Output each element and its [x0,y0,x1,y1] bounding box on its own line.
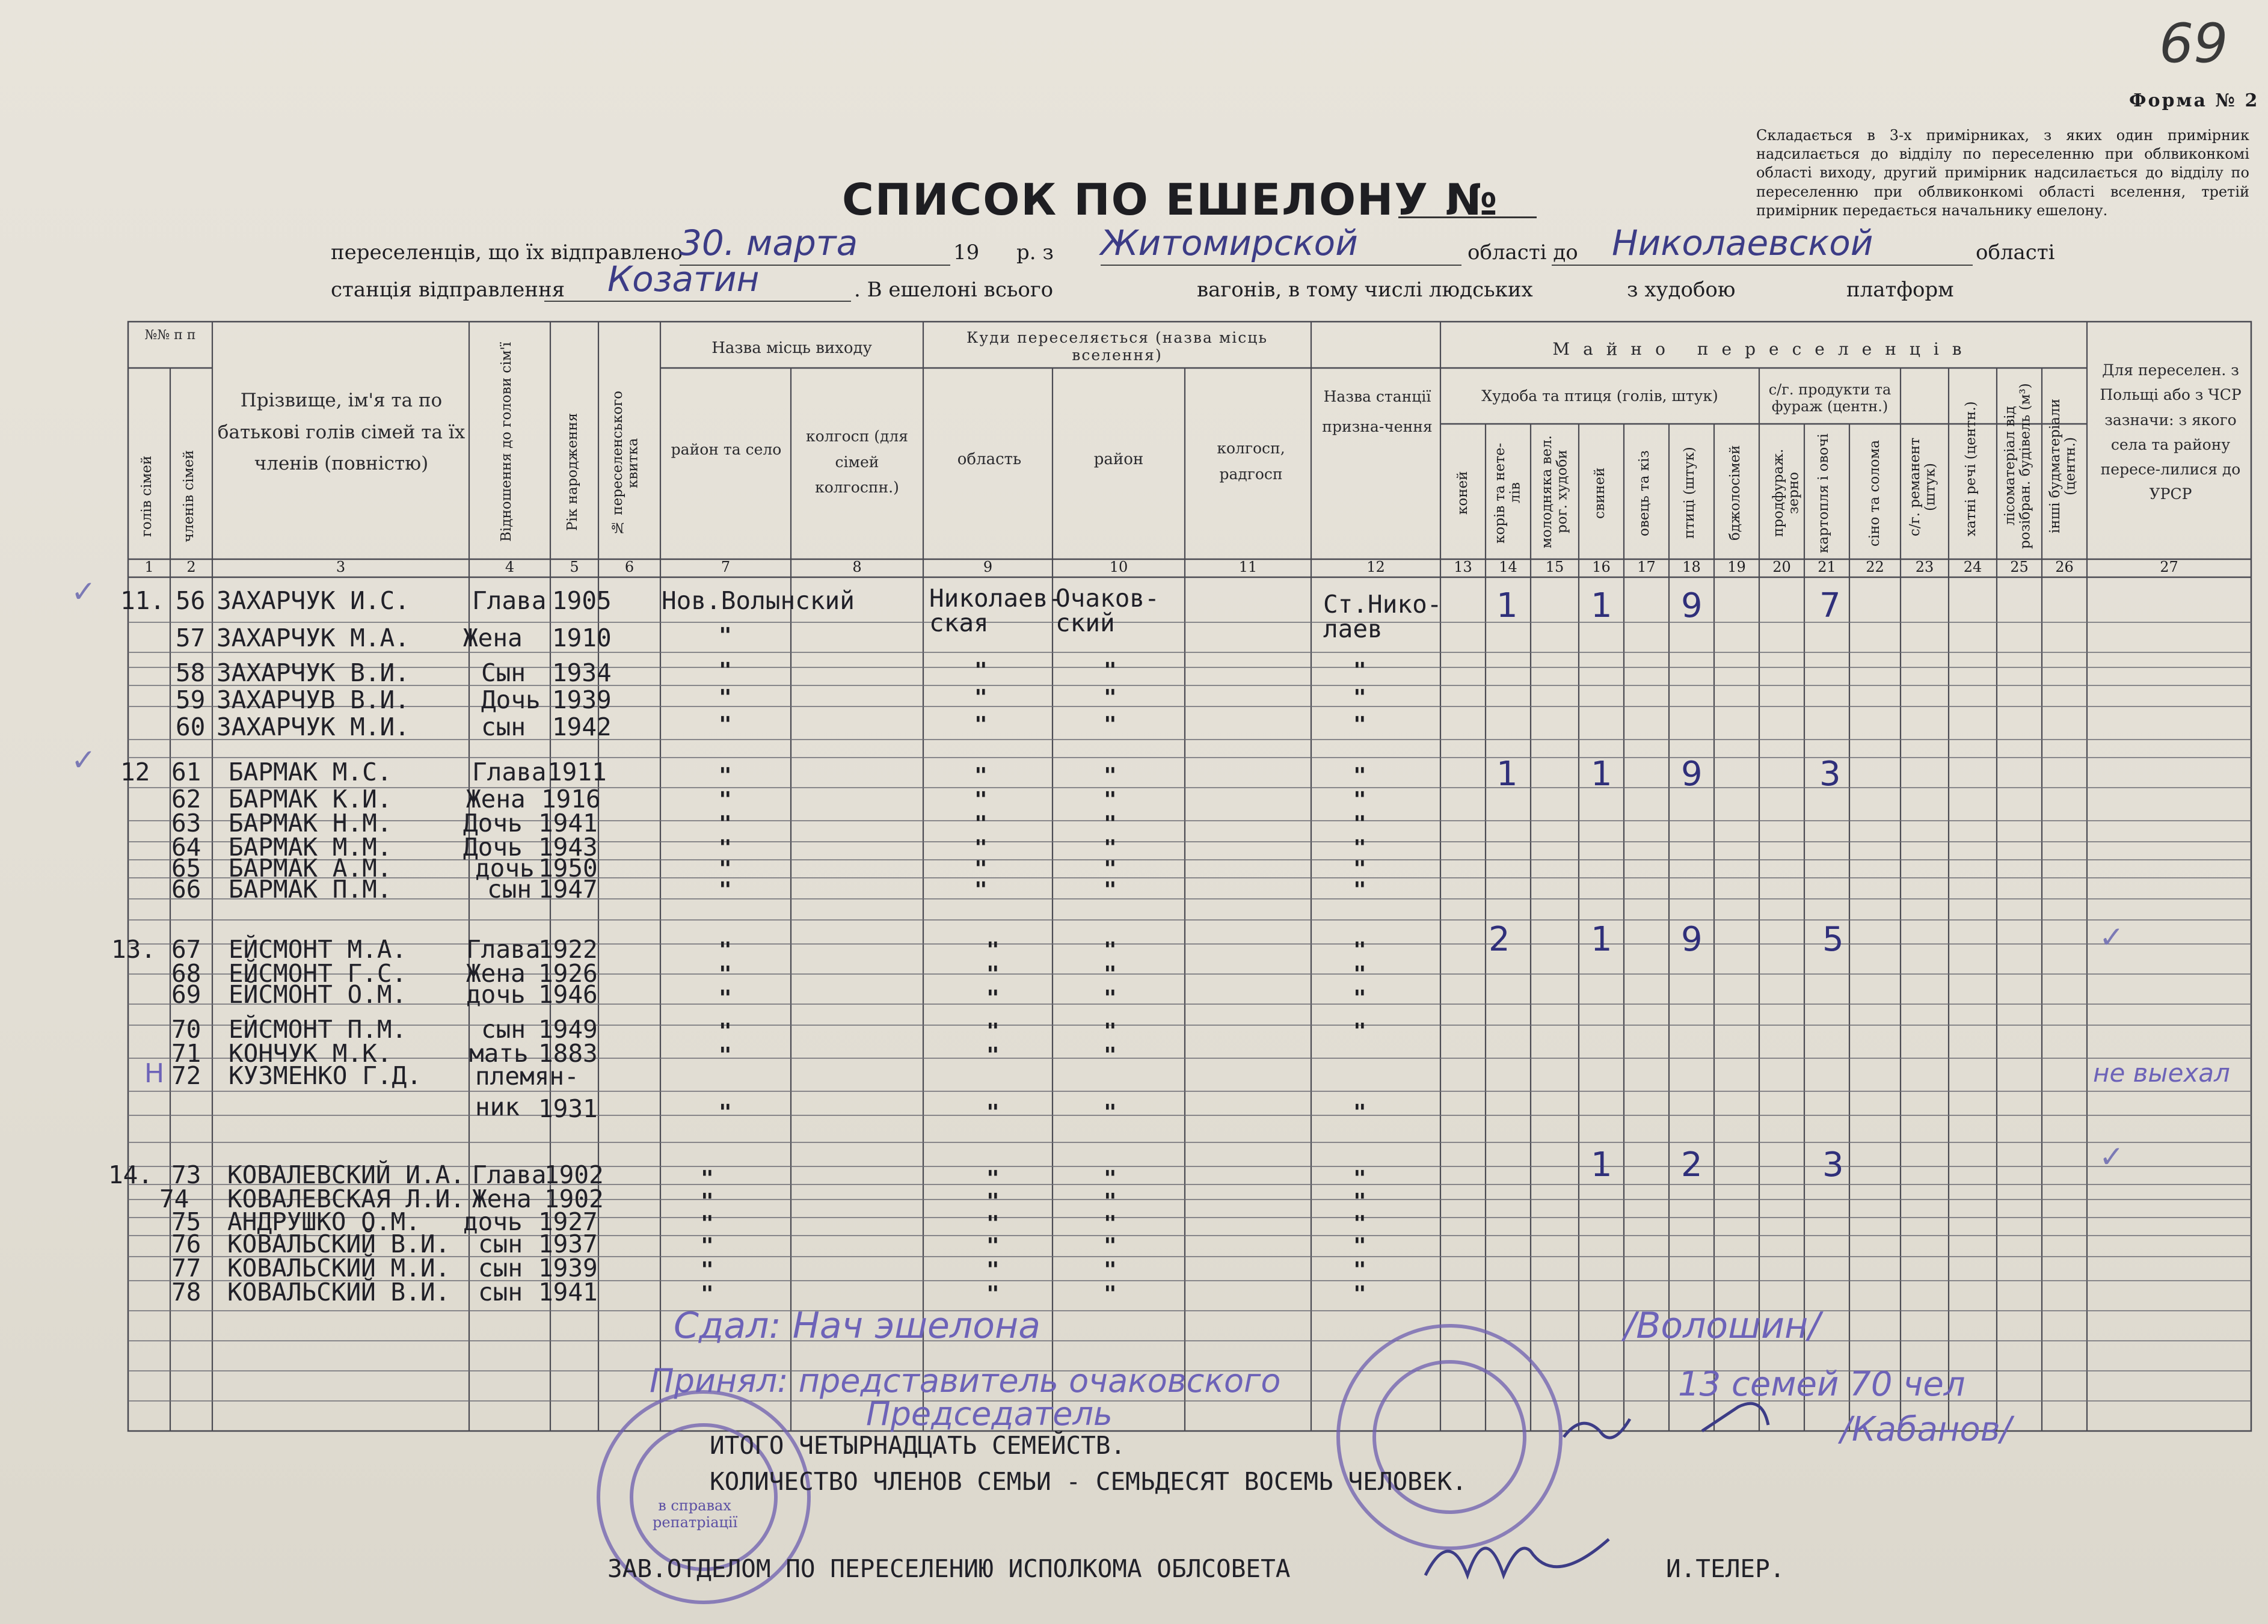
ditto-mark: " [1353,1100,1366,1125]
line2-text3: вагонів, в тому числі людських [1197,278,1533,302]
member-relation: сын [478,1230,523,1258]
departure-station: Козатин [607,259,760,299]
ditto-mark: " [719,836,732,860]
note-handed-over-signature: /Волошин/ [1624,1305,1821,1347]
header-produce: с/г. продукти та фураж (центн.) [1768,381,1892,415]
member-name: БАРМАК М.С. [229,758,392,786]
ditto-mark: " [1104,1212,1117,1236]
ditto-mark: " [986,1043,1000,1068]
member-number: 69 [171,980,201,1009]
pigs-count: 1 [1591,1145,1612,1184]
col-num: 26 [2055,559,2074,575]
member-relation: Глава [472,586,547,615]
header-birth-year: Рік народження [565,412,580,532]
member-year: 1902 [544,1184,604,1213]
header-potatoes: картопля і овочі [1816,433,1831,553]
member-name: КОВАЛЕВСКАЯ Л.И. [227,1184,465,1213]
total-members: КОЛИЧЕСТВО ЧЛЕНОВ СЕМЬИ - СЕМЬДЕСЯТ ВОСЕМЬ ЧЕЛОВЕК. [710,1467,1467,1496]
ditto-mark: " [719,812,732,836]
ditto-mark: " [1353,878,1366,902]
ditto-mark: " [719,986,732,1011]
ditto-mark: " [986,1019,1000,1044]
member-number: 61 [171,758,201,786]
header-inventory: с/г. реманент (штук) [1907,437,1938,537]
member-relation: мать [469,1039,529,1068]
member-year: 1927 [538,1207,598,1236]
birds-count: 9 [1681,586,1703,625]
header-nn: №№ п п [144,328,196,343]
ditto-mark: " [719,685,732,710]
ditto-mark: " [1104,788,1117,812]
ditto-mark: " [986,938,1000,963]
member-number: 57 [176,624,206,652]
col-num: 11 [1238,559,1258,575]
ditto-mark: " [1353,1234,1366,1258]
member-name: КУЗМЕНКО Г.Д. [229,1061,422,1090]
ditto-mark: " [974,812,988,836]
member-name: ЗАХАРЧУК И.С. [217,586,410,615]
member-number: 75 [171,1207,201,1236]
header-dest-kolkhoz: колгосп, радгосп [1217,440,1285,483]
member-name: ЕЙСМОНТ П.М. [229,1015,407,1044]
member-name: ЗАХАРЧУК М.А. [217,624,410,652]
ditto-mark: " [986,1100,1000,1125]
member-relation: Жена [472,1184,532,1213]
member-number: 62 [171,785,201,814]
line2-station-label: станція відправлення [331,278,565,302]
line1-text1: переселенців, що їх відправлено [331,241,683,265]
ditto-mark: " [1353,938,1366,963]
form-label: Форма № 2 [2129,90,2260,111]
header-bees: бджолосімей [1727,445,1743,541]
col-num: 17 [1637,559,1656,575]
dest-station: Ст.Нико-лаев [1323,590,1442,643]
ditto-mark: " [1353,658,1366,683]
member-year: 1931 [538,1094,598,1123]
member-relation: племян-ник [475,1062,579,1122]
member-name: КОВАЛЕВСКИЙ И.А. [227,1160,465,1189]
header-young-cattle: молодняка вел. рог. худоби [1539,435,1570,548]
header-hay: сіно та солома [1867,440,1882,547]
not-departed-mark: Н [144,1058,165,1089]
col-num: 10 [1109,559,1128,575]
col-num: 5 [570,559,579,575]
check-mark-icon: ✓ [71,574,96,609]
signature-line: ЗАВ.ОТДЕЛОМ ПО ПЕРЕСЕЛЕНИЮ ИСПОЛКОМА ОБЛСОВЕТА [607,1554,1291,1583]
member-relation: Сын [481,658,526,687]
ditto-mark: " [974,658,988,683]
line2-text2: . В ешелоні всього [854,278,1054,302]
total-families: ИТОГО ЧЕТЫРНАДЦАТЬ СЕМЕЙСТВ. [710,1431,1126,1460]
header-pigs: свиней [1592,467,1608,519]
member-relation: Глава [472,1160,547,1189]
cows-count: 1 [1496,586,1518,625]
member-year: 1943 [538,833,598,862]
col-num: 19 [1727,559,1746,575]
ditto-mark: " [719,1100,732,1125]
col-num: 7 [721,559,731,575]
member-year: 1922 [538,935,598,964]
header-other-materials: інші будматеріали (центн.) [2047,399,2079,533]
note-count: 13 семей 70 чел [1678,1365,1965,1404]
to-region: Николаевской [1612,222,1873,263]
ditto-mark: " [1353,1258,1366,1282]
ditto-mark: " [974,857,988,881]
header-members: членів сімей [181,450,197,542]
member-year: 1942 [552,712,612,741]
col-num: 16 [1592,559,1611,575]
header-lumber: лісоматеріал від розібран. будівель (м³) [2002,383,2033,549]
ditto-mark: " [1353,788,1366,812]
member-year: 1910 [552,624,612,652]
header-heads: голів сімей [139,455,155,537]
header-sheep: овець та кіз [1636,450,1652,536]
check-mark-icon: ✓ [2099,1139,2124,1174]
ditto-mark: " [1104,962,1117,987]
member-relation: дочь [463,1207,523,1236]
ditto-mark: " [1353,685,1366,710]
ditto-mark: " [974,836,988,860]
member-name: АНДРУШКО О.М. [227,1207,420,1236]
pigs-count: 1 [1591,755,1612,794]
ditto-mark: " [719,712,732,737]
member-number: 71 [171,1039,201,1068]
member-number: 76 [171,1230,201,1258]
member-number: 72 [171,1061,201,1090]
grain-count: 3 [1819,755,1841,794]
member-number: 74 [159,1184,189,1213]
header-origin-kolkhoz: колгосп (для сімей колгоспн.) [805,427,909,496]
ditto-mark: " [1353,962,1366,987]
member-year: 1949 [538,1015,598,1044]
header-station: Назва станції призна-чення [1322,388,1433,435]
ditto-mark: " [719,878,732,902]
ditto-mark: " [719,857,732,881]
header-horses: коней [1455,471,1471,515]
member-year: 1916 [541,785,601,814]
member-name: ЕЙСМОНТ О.М. [229,980,407,1009]
member-name: БАРМАК М.М. [229,833,392,862]
pigs-count: 1 [1591,586,1612,625]
ditto-mark: " [1353,764,1366,788]
member-year: 1934 [552,658,612,687]
member-relation: Дочь [463,833,523,862]
ditto-mark: " [719,788,732,812]
member-name: ЗАХАРЧУК М.И. [217,712,410,741]
ditto-mark: " [1353,712,1366,737]
member-number: 78 [171,1278,201,1307]
family-number: 12 [120,758,150,786]
ditto-mark: " [986,1212,1000,1236]
col-num: 24 [1963,559,1982,575]
header-origin: Назва місць виходу [711,339,872,357]
member-name: БАРМАК А.М. [229,854,392,883]
family-number: 13. [111,935,156,964]
cows-count: 2 [1489,920,1510,959]
ditto-mark: " [1353,1166,1366,1191]
member-relation: Дочь [481,685,541,714]
check-mark-icon: ✓ [71,743,96,777]
ditto-mark: " [1104,1166,1117,1191]
member-relation: сын [478,1254,523,1282]
header-grain: продфураж. зерно [1771,449,1802,538]
ditto-mark: " [1104,836,1117,860]
member-relation: сын [487,875,532,904]
ditto-mark: " [1353,1282,1366,1307]
col-num: 9 [983,559,993,575]
col-num: 6 [624,559,635,575]
member-year: 1947 [538,875,598,904]
page-number: 69 [2159,12,2228,75]
member-relation: Жена [466,785,526,814]
birds-count: 2 [1681,1145,1703,1184]
ditto-mark: " [1104,878,1117,902]
dest-oblast: Николаев-ская [929,584,1063,637]
member-relation: сын [478,1278,523,1307]
member-name: КОВАЛЬСКИЙ В.И. [227,1278,450,1307]
ditto-mark: " [701,1166,714,1191]
member-year: 1939 [552,685,612,714]
ditto-mark: " [1353,812,1366,836]
col-num: 23 [1915,559,1934,575]
ditto-mark: " [1104,938,1117,963]
col-num: 12 [1366,559,1385,575]
ditto-mark: " [986,1282,1000,1307]
member-relation: сын [481,712,526,741]
member-name: БАРМАК К.И. [229,785,392,814]
cows-count: 1 [1496,755,1518,794]
member-relation: Жена [463,624,523,652]
column-numbers-row [128,556,2251,577]
ditto-mark: " [1353,1189,1366,1214]
member-name: ЕЙСМОНТ М.А. [229,935,407,964]
member-year: 1902 [544,1160,604,1189]
ditto-mark: " [719,1019,732,1044]
header-remarks: Для переселен. з Польщі або з ЧСР зазначи: з якого села та району пересе-лилися до УРСР [2100,361,2242,503]
note-received-signature: /Кабанов/ [1840,1410,2012,1449]
member-number: 68 [171,959,201,988]
line1-from: р. з [1016,241,1054,265]
member-number: 65 [171,854,201,883]
ditto-mark: " [1104,1282,1117,1307]
header-dest-oblast: область [957,450,1022,468]
header-birds: птиці (штук) [1682,447,1697,539]
ditto-mark: " [701,1189,714,1214]
line1-oblast: області [1976,241,2055,265]
family-number: 14. [108,1160,153,1189]
origin-place: Нов.Волынский [662,586,855,615]
col-num: 21 [1818,559,1836,575]
ditto-mark: " [719,624,732,648]
note-chairman: Председатель [866,1395,1113,1433]
ditto-mark: " [1353,836,1366,860]
member-year: 1939 [538,1254,598,1282]
ditto-mark: " [974,712,988,737]
member-year: 1950 [538,854,598,883]
member-year: 1883 [538,1039,598,1068]
ditto-mark: " [1353,857,1366,881]
ditto-mark: " [1104,764,1117,788]
ditto-mark: " [986,962,1000,987]
header-livestock: Худоба та птиця (голів, штук) [1481,387,1718,405]
member-number: 66 [171,875,201,904]
ditto-mark: " [1104,685,1117,710]
ditto-mark: " [1104,1258,1117,1282]
line2-text4: з худобою [1627,278,1736,302]
departure-date: 30. марта [680,222,858,263]
instructions-text: Складається в 3-х примірниках, з яких один примірник надсилається до відділу по переселенню при облвиконкомі області виходу, другий примірник надсилається до відділу по переселенню при облвиконкомі області вселення, третій примірник передається начальнику ешелону. [1756,127,2249,219]
ditto-mark: " [719,658,732,683]
check-mark-icon: ✓ [2099,920,2124,955]
header-ticket: № переселенського квитка [610,390,641,536]
ditto-mark: " [1104,1234,1117,1258]
member-number: 73 [171,1160,201,1189]
ditto-mark: " [986,1166,1000,1191]
signatory-name: И.ТЕЛЕР. [1666,1554,1785,1583]
member-name: ЗАХАРЧУК В.И. [217,658,410,687]
member-number: 60 [176,712,206,741]
header-dest-district: район [1093,450,1144,468]
line1-oblast-to: області до [1467,241,1578,265]
col-num: 22 [1866,559,1884,575]
ditto-mark: " [986,1234,1000,1258]
note-handed-over: Сдал: Нач эшелона [674,1305,1040,1347]
ditto-mark: " [701,1258,714,1282]
member-number: 63 [171,809,201,838]
member-relation: Глава [466,935,541,964]
grain-count: 7 [1819,586,1841,625]
grain-count: 5 [1822,920,1844,959]
header-destination: Куди переселяється (назва місць вселення) [967,329,1268,364]
member-year: 1905 [552,586,612,615]
col-num: 25 [2010,559,2029,575]
ditto-mark: " [1353,1212,1366,1236]
ditto-mark: " [1104,1100,1117,1125]
member-number: 58 [176,658,206,687]
line2-text5: платформ [1846,278,1954,302]
member-relation: Глава [472,758,547,786]
member-relation: Дочь [463,809,523,838]
ditto-mark: " [974,764,988,788]
header-cows: корів та нете-лів [1492,443,1523,544]
header-relation: Відношення до голови сім'ї [499,342,514,542]
ditto-mark: " [701,1234,714,1258]
ditto-mark: " [974,685,988,710]
col-num: 4 [505,559,515,575]
ditto-mark: " [974,788,988,812]
ditto-mark: " [701,1212,714,1236]
line1-year: 19 [953,241,980,265]
col-num: 3 [336,559,346,575]
member-number: 77 [171,1254,201,1282]
birds-count: 9 [1681,755,1703,794]
member-name: КОВАЛЬСКИЙ В.И. [227,1230,450,1258]
ditto-mark: " [1104,1019,1117,1044]
ditto-mark: " [719,1043,732,1068]
ditto-mark: " [1104,812,1117,836]
member-relation: дочь [466,980,526,1009]
col-num: 27 [2160,559,2178,575]
member-name: БАРМАК Н.М. [229,809,392,838]
member-number: 59 [176,685,206,714]
member-year: 1926 [538,959,598,988]
member-year: 1911 [547,758,607,786]
header-origin-district: район та село [671,441,782,458]
col-num: 14 [1499,559,1517,575]
col-num: 13 [1454,559,1472,575]
header-property: Майно переселенців [1552,339,1975,359]
header-name: Прізвище, ім'я та по батькові голів сімей та їх членів (повністю) [217,390,466,475]
ditto-mark: " [1104,986,1117,1011]
ditto-mark: " [719,764,732,788]
ditto-mark: " [986,986,1000,1011]
ditto-mark: " [1104,658,1117,683]
dest-district: Очаков-ский [1056,584,1160,637]
member-year: 1941 [538,1278,598,1307]
page-title: СПИСОК ПО ЕШЕЛОНУ № [842,174,1499,225]
ditto-mark: " [701,1282,714,1307]
ditto-mark: " [719,962,732,987]
member-relation: Жена [466,959,526,988]
col-num: 1 [144,559,154,575]
ditto-mark: " [1104,1189,1117,1214]
col-num: 15 [1545,559,1564,575]
member-name: КОВАЛЬСКИЙ М.И. [227,1254,450,1282]
member-name: ЕЙСМОНТ Г.С. [229,959,407,988]
member-relation: сын [481,1015,526,1044]
note-received: Принял: представитель очаковского [650,1362,1281,1400]
member-number: 70 [171,1015,201,1044]
pigs-count: 1 [1591,920,1612,959]
member-name: КОНЧУК М.К. [229,1039,392,1068]
from-region: Житомирской [1101,222,1358,263]
ditto-mark: " [1104,712,1117,737]
header-household: хатні речі (центн.) [1963,401,1979,537]
birds-count: 9 [1681,920,1703,959]
col-num: 18 [1682,559,1701,575]
member-relation: дочь [475,854,535,883]
member-number: 67 [171,935,201,964]
ditto-mark: " [1353,1019,1366,1044]
ditto-mark: " [1353,986,1366,1011]
member-year: 1946 [538,980,598,1009]
ditto-mark: " [986,1258,1000,1282]
ditto-mark: " [974,878,988,902]
stamp-text: в справах репатріації [653,1497,738,1531]
family-number: 11. [120,586,165,615]
grain-count: 3 [1822,1145,1844,1184]
member-year: 1937 [538,1230,598,1258]
member-number: 56 [176,586,206,615]
ditto-mark: " [1104,1043,1117,1068]
member-year: 1941 [538,809,598,838]
col-num: 8 [852,559,862,575]
ditto-mark: " [1104,857,1117,881]
remark-not-departed: не выехал [2093,1058,2230,1088]
member-name: БАРМАК П.М. [229,875,392,904]
ditto-mark: " [986,1189,1000,1214]
col-num: 20 [1772,559,1791,575]
member-name: ЗАХАРЧУВ В.И. [217,685,410,714]
ditto-mark: " [719,938,732,963]
col-num: 2 [186,559,196,575]
member-number: 64 [171,833,201,862]
